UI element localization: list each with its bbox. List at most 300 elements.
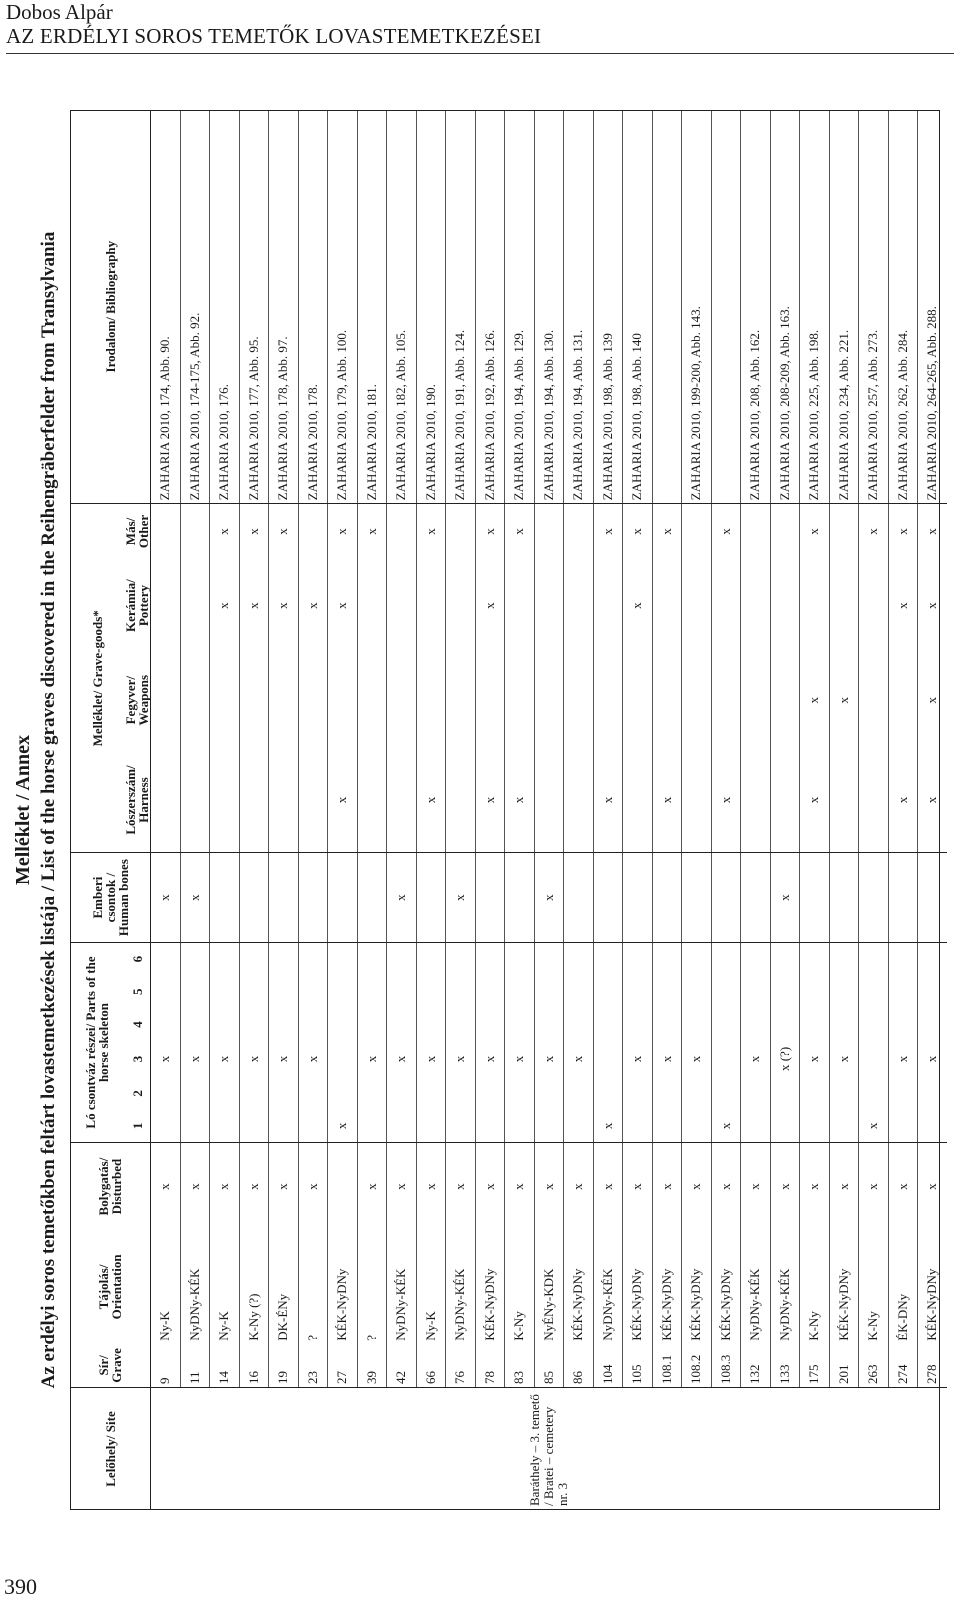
human-bones-cell — [564, 853, 594, 943]
disturbed-cell: x — [711, 1143, 741, 1230]
table-row — [534, 110, 564, 1510]
pottery-cell: x — [328, 559, 358, 653]
grave-cell: 39 — [357, 1344, 387, 1388]
part-5-cell — [180, 975, 210, 1008]
part-2-cell — [623, 1077, 653, 1110]
bibliography-cell: ZAHARIA 2010, 257, Abb. 273. — [859, 110, 889, 504]
harness-cell — [682, 748, 712, 853]
part-2-cell — [652, 1077, 682, 1110]
grave-cell: 201 — [829, 1344, 859, 1388]
bibliography-cell: ZAHARIA 2010, 194, Abb. 129. — [505, 110, 535, 504]
part-6-cell — [859, 942, 889, 975]
disturbed-cell: x — [180, 1143, 210, 1230]
header-orientation: Tájolás/ Orientation — [96, 1254, 124, 1320]
part-2-cell — [505, 1077, 535, 1110]
weapons-cell — [328, 653, 358, 748]
part-1-cell — [505, 1110, 535, 1143]
pottery-cell — [180, 559, 210, 653]
disturbed-cell: x — [269, 1143, 299, 1230]
grave-cell: 9 — [157, 1377, 173, 1385]
harness-cell — [387, 748, 417, 853]
part-2-cell — [446, 1077, 476, 1110]
grave-cell: 23 — [298, 1344, 328, 1388]
part-2-cell — [416, 1077, 446, 1110]
disturbed-cell: x — [770, 1143, 800, 1230]
human-bones-cell — [711, 853, 741, 943]
table-row — [298, 110, 328, 1510]
weapons-cell — [151, 653, 181, 748]
part-6-cell — [387, 942, 417, 975]
disturbed-cell: x — [829, 1143, 859, 1230]
table-row — [741, 110, 771, 1510]
part-3-cell: x (?) — [770, 1041, 800, 1077]
bibliography-cell — [652, 110, 682, 504]
harness-cell — [151, 748, 181, 853]
disturbed-cell — [328, 1143, 358, 1230]
header-disturbed: Bolygatás/ Disturbed — [70, 1143, 151, 1230]
header-grave-goods: Melléklet/ Grave-goods* — [70, 504, 124, 853]
part-6-cell — [652, 942, 682, 975]
other-cell — [770, 504, 800, 559]
bibliography-cell: ZAHARIA 2010, 225, Abb. 198. — [800, 110, 830, 504]
orientation-cell: KÉK-NyDNy — [328, 1230, 358, 1344]
disturbed-cell: x — [387, 1143, 417, 1230]
part-4-cell — [829, 1008, 859, 1041]
disturbed-cell: x — [682, 1143, 712, 1230]
table-row — [239, 110, 269, 1510]
part-5-cell — [859, 975, 889, 1008]
other-cell: x — [888, 504, 918, 559]
annex-subtitle: Az erdélyi soros temetőkben feltárt lovastemetkezések listája / List of the horse graves discovered in the Reihengräberfelder from Transylvania — [38, 231, 59, 1389]
disturbed-cell: x — [210, 1143, 240, 1230]
part-3-cell: x — [180, 1041, 210, 1077]
part-1-cell — [741, 1110, 771, 1143]
table-header — [70, 110, 151, 1510]
part-1-cell — [357, 1110, 387, 1143]
pottery-cell: x — [210, 559, 240, 653]
part-6-cell — [888, 942, 918, 975]
human-bones-cell — [416, 853, 446, 943]
disturbed-cell: x — [505, 1143, 535, 1230]
other-cell — [387, 504, 417, 559]
header-site: Lelőhely/ Site — [70, 1388, 151, 1510]
weapons-cell — [711, 653, 741, 748]
other-cell — [180, 504, 210, 559]
human-bones-cell — [505, 853, 535, 943]
part-6-cell — [505, 942, 535, 975]
pottery-cell — [829, 559, 859, 653]
part-2-cell — [888, 1077, 918, 1110]
header-rule — [6, 53, 954, 54]
part-1-cell — [210, 1110, 240, 1143]
part-4-cell — [534, 1008, 564, 1041]
weapons-cell: x — [800, 653, 830, 748]
other-cell: x — [593, 504, 623, 559]
part-3-cell: x — [652, 1041, 682, 1077]
part-2-cell — [151, 1077, 181, 1110]
part-2-cell — [741, 1077, 771, 1110]
pottery-cell — [859, 559, 889, 653]
part-6-cell — [711, 942, 741, 975]
orientation-cell: Ny-K — [416, 1230, 446, 1344]
human-bones-cell — [888, 853, 918, 943]
human-bones-cell — [239, 853, 269, 943]
part-1-cell — [416, 1110, 446, 1143]
harness-cell: x — [475, 748, 505, 853]
human-bones-cell — [652, 853, 682, 943]
header-part-5: 5 — [129, 988, 145, 995]
part-6-cell — [151, 942, 181, 975]
other-cell: x — [269, 504, 299, 559]
pottery-cell: x — [918, 559, 947, 653]
orientation-cell: NyÉNy-KDK — [534, 1230, 564, 1344]
orientation-cell: KÉK-NyDNy — [682, 1230, 712, 1344]
disturbed-cell: x — [357, 1143, 387, 1230]
part-1-cell — [770, 1110, 800, 1143]
disturbed-cell: x — [800, 1143, 830, 1230]
weapons-cell — [888, 653, 918, 748]
part-1-cell — [534, 1110, 564, 1143]
orientation-cell: DK-ÉNy — [269, 1230, 299, 1344]
horse-graves-table — [70, 110, 947, 1510]
disturbed-cell: x — [239, 1143, 269, 1230]
orientation-cell: NyDNy-KÉK — [593, 1230, 623, 1344]
human-bones-cell — [859, 853, 889, 943]
pottery-cell — [770, 559, 800, 653]
part-1-cell — [269, 1110, 299, 1143]
site-name-cell: Baráthely – 3. temető / Bratei – cemetery nr. 3 — [151, 1388, 947, 1510]
part-3-cell: x — [387, 1041, 417, 1077]
human-bones-cell: x — [770, 853, 800, 943]
bibliography-cell: ZAHARIA 2010, 194, Abb. 130. — [534, 110, 564, 504]
grave-cell: 108.2 — [682, 1344, 712, 1388]
other-cell: x — [918, 504, 947, 559]
human-bones-cell: x — [180, 853, 210, 943]
orientation-cell: K-Ny — [505, 1230, 535, 1344]
part-5-cell — [534, 975, 564, 1008]
header-part-6: 6 — [124, 942, 151, 975]
bibliography-cell: ZAHARIA 2010, 198, Abb. 139 — [593, 110, 623, 504]
table-row — [505, 110, 535, 1510]
harness-cell — [239, 748, 269, 853]
pottery-cell — [151, 559, 181, 653]
part-2-cell — [711, 1077, 741, 1110]
table-row — [446, 110, 476, 1510]
pottery-cell: x — [298, 559, 328, 653]
table-row — [859, 110, 889, 1510]
header-weapons: Fegyver/ Weapons — [123, 674, 151, 726]
pottery-cell — [682, 559, 712, 653]
part-2-cell — [357, 1077, 387, 1110]
bibliography-cell: ZAHARIA 2010, 208, Abb. 162. — [741, 110, 771, 504]
pottery-cell — [446, 559, 476, 653]
bibliography-cell: ZAHARIA 2010, 190. — [416, 110, 446, 504]
weapons-cell — [446, 653, 476, 748]
disturbed-cell: x — [446, 1143, 476, 1230]
part-6-cell — [623, 942, 653, 975]
grave-cell: 108.1 — [652, 1344, 682, 1388]
table-row — [564, 110, 594, 1510]
harness-cell — [210, 748, 240, 853]
part-6-cell — [564, 942, 594, 975]
orientation-cell: NyDNy-KÉK — [180, 1230, 210, 1344]
human-bones-cell — [357, 853, 387, 943]
header-grave: Sír/ Grave — [96, 1348, 124, 1383]
part-2-cell — [328, 1077, 358, 1110]
part-4-cell — [387, 1008, 417, 1041]
weapons-cell — [741, 653, 771, 748]
harness-cell — [859, 748, 889, 853]
part-3-cell: x — [446, 1041, 476, 1077]
part-4-cell — [800, 1008, 830, 1041]
disturbed-cell: x — [416, 1143, 446, 1230]
part-5-cell — [357, 975, 387, 1008]
other-cell — [741, 504, 771, 559]
other-cell: x — [239, 504, 269, 559]
header-horse-parts: Ló csontváz részei/ Parts of the horse skeleton — [70, 942, 124, 1142]
other-cell — [151, 504, 181, 559]
harness-cell: x — [416, 748, 446, 853]
header-part-1: 1 — [129, 1122, 145, 1130]
part-4-cell — [180, 1008, 210, 1041]
orientation-cell: ? — [357, 1230, 387, 1344]
weapons-cell — [593, 653, 623, 748]
grave-cell: 42 — [387, 1344, 417, 1388]
part-3-cell: x — [210, 1041, 240, 1077]
part-4-cell — [711, 1008, 741, 1041]
part-5-cell — [800, 975, 830, 1008]
weapons-cell — [564, 653, 594, 748]
pottery-cell — [416, 559, 446, 653]
part-5-cell — [711, 975, 741, 1008]
bibliography-cell: ZAHARIA 2010, 198, Abb. 140 — [623, 110, 653, 504]
part-1-cell: x — [328, 1110, 358, 1143]
part-4-cell — [623, 1008, 653, 1041]
harness-cell — [564, 748, 594, 853]
part-5-cell — [770, 975, 800, 1008]
grave-cell: 132 — [741, 1344, 771, 1388]
part-4-cell — [888, 1008, 918, 1041]
part-5-cell — [387, 975, 417, 1008]
human-bones-cell — [682, 853, 712, 943]
part-4-cell — [564, 1008, 594, 1041]
grave-cell: 104 — [593, 1344, 623, 1388]
weapons-cell — [682, 653, 712, 748]
part-5-cell — [328, 975, 358, 1008]
part-4-cell — [328, 1008, 358, 1041]
weapons-cell — [770, 653, 800, 748]
part-6-cell — [534, 942, 564, 975]
annex-title: Melléklet / Annex — [12, 735, 34, 885]
harness-cell — [269, 748, 299, 853]
harness-cell: x — [593, 748, 623, 853]
weapons-cell — [210, 653, 240, 748]
part-3-cell: x — [741, 1041, 771, 1077]
part-6-cell — [918, 942, 947, 975]
bibliography-cell: ZAHARIA 2010, 208-209, Abb. 163. — [770, 110, 800, 504]
part-3-cell — [328, 1041, 358, 1077]
harness-cell — [534, 748, 564, 853]
grave-cell: 86 — [564, 1344, 594, 1388]
table-row — [770, 110, 800, 1510]
table-row — [387, 110, 417, 1510]
part-3-cell: x — [800, 1041, 830, 1077]
orientation-cell: KÉK-NyDNy — [918, 1230, 947, 1344]
part-5-cell — [269, 975, 299, 1008]
bibliography-cell: ZAHARIA 2010, 199-200, Abb. 143. — [682, 110, 712, 504]
part-2-cell — [800, 1077, 830, 1110]
pottery-cell — [652, 559, 682, 653]
part-2-cell — [534, 1077, 564, 1110]
harness-cell — [180, 748, 210, 853]
other-cell — [446, 504, 476, 559]
part-6-cell — [269, 942, 299, 975]
table-row — [210, 110, 240, 1510]
harness-cell — [829, 748, 859, 853]
grave-cell: 108.3 — [711, 1344, 741, 1388]
disturbed-cell: x — [298, 1143, 328, 1230]
grave-cell: 105 — [623, 1344, 653, 1388]
series-title: AZ ERDÉLYI SOROS TEMETŐK LOVASTEMETKEZÉSEI — [6, 24, 542, 48]
table-row — [800, 110, 830, 1510]
part-6-cell — [446, 942, 476, 975]
bibliography-cell — [711, 110, 741, 504]
disturbed-cell: x — [593, 1143, 623, 1230]
pottery-cell — [564, 559, 594, 653]
other-cell: x — [475, 504, 505, 559]
part-1-cell — [475, 1110, 505, 1143]
other-cell: x — [652, 504, 682, 559]
header-harness: Lószerszám/ Harness — [123, 765, 151, 835]
grave-cell: 83 — [505, 1344, 535, 1388]
part-3-cell: x — [239, 1041, 269, 1077]
table-row — [888, 110, 918, 1510]
part-5-cell — [239, 975, 269, 1008]
part-1-cell — [918, 1110, 947, 1143]
human-bones-cell — [918, 853, 947, 943]
other-cell: x — [210, 504, 240, 559]
part-4-cell — [269, 1008, 299, 1041]
grave-cell: 78 — [475, 1344, 505, 1388]
part-5-cell — [593, 975, 623, 1008]
part-6-cell — [239, 942, 269, 975]
bibliography-cell: ZAHARIA 2010, 178, Abb. 97. — [269, 110, 299, 504]
other-cell — [682, 504, 712, 559]
part-5-cell — [564, 975, 594, 1008]
disturbed-cell: x — [623, 1143, 653, 1230]
orientation-cell: K-Ny — [800, 1230, 830, 1344]
part-4-cell — [298, 1008, 328, 1041]
header-pottery: Kerámia/ Pottery — [123, 579, 151, 632]
part-6-cell — [682, 942, 712, 975]
bibliography-cell: ZAHARIA 2010, 234, Abb. 221. — [829, 110, 859, 504]
orientation-cell: NyDNy-KÉK — [387, 1230, 417, 1344]
orientation-cell: KÉK-NyDNy — [564, 1230, 594, 1344]
part-4-cell — [859, 1008, 889, 1041]
part-5-cell — [416, 975, 446, 1008]
part-6-cell — [800, 942, 830, 975]
header-part-4: 4 — [129, 1021, 145, 1028]
part-4-cell — [475, 1008, 505, 1041]
part-1-cell — [623, 1110, 653, 1143]
grave-cell: 133 — [770, 1344, 800, 1388]
harness-cell — [298, 748, 328, 853]
table-body — [151, 110, 947, 1510]
part-3-cell: x — [416, 1041, 446, 1077]
header-human-bones: Emberi csontok / Human bones — [70, 853, 151, 943]
part-6-cell — [416, 942, 446, 975]
part-3-cell: x — [564, 1041, 594, 1077]
orientation-cell: ? — [298, 1230, 328, 1344]
pottery-cell: x — [269, 559, 299, 653]
part-4-cell — [918, 1008, 947, 1041]
part-5-cell — [210, 975, 240, 1008]
header-bibliography: Irodalom/ Bibliography — [102, 240, 118, 373]
part-3-cell — [593, 1041, 623, 1077]
orientation-cell: K-Ny (?) — [239, 1230, 269, 1344]
weapons-cell — [416, 653, 446, 748]
part-1-cell — [800, 1110, 830, 1143]
part-6-cell — [475, 942, 505, 975]
part-3-cell: x — [682, 1041, 712, 1077]
part-6-cell — [593, 942, 623, 975]
part-1-cell — [151, 1110, 181, 1143]
orientation-cell: ÉK-DNy — [888, 1230, 918, 1344]
table-row — [269, 110, 299, 1510]
weapons-cell — [652, 653, 682, 748]
part-1-cell — [180, 1110, 210, 1143]
harness-cell: x — [888, 748, 918, 853]
part-5-cell — [475, 975, 505, 1008]
table-row — [593, 110, 623, 1510]
part-3-cell — [859, 1041, 889, 1077]
part-2-cell — [298, 1077, 328, 1110]
harness-cell: x — [918, 748, 947, 853]
pottery-cell — [534, 559, 564, 653]
part-1-cell — [239, 1110, 269, 1143]
orientation-cell: Ny-K — [210, 1230, 240, 1344]
part-3-cell: x — [475, 1041, 505, 1077]
orientation-cell: NyDNy-KÉK — [741, 1230, 771, 1344]
part-2-cell — [859, 1077, 889, 1110]
orientation-cell: K-Ny — [859, 1230, 889, 1344]
grave-cell: 274 — [888, 1344, 918, 1388]
part-3-cell: x — [534, 1041, 564, 1077]
human-bones-cell: x — [534, 853, 564, 943]
harness-cell: x — [505, 748, 535, 853]
weapons-cell — [505, 653, 535, 748]
other-cell: x — [416, 504, 446, 559]
harness-cell: x — [328, 748, 358, 853]
part-6-cell — [180, 942, 210, 975]
part-2-cell — [269, 1077, 299, 1110]
orientation-cell: KÉK-NyDNy — [829, 1230, 859, 1344]
weapons-cell — [387, 653, 417, 748]
bibliography-cell: ZAHARIA 2010, 174-175, Abb. 92. — [180, 110, 210, 504]
table-row — [475, 110, 505, 1510]
pottery-cell — [711, 559, 741, 653]
bibliography-cell: ZAHARIA 2010, 194, Abb. 131. — [564, 110, 594, 504]
weapons-cell — [180, 653, 210, 748]
harness-cell — [623, 748, 653, 853]
part-1-cell — [298, 1110, 328, 1143]
table-row — [829, 110, 859, 1510]
table-row — [652, 110, 682, 1510]
orientation-cell: KÉK-NyDNy — [623, 1230, 653, 1344]
rotated-annex-page — [0, 100, 950, 1520]
pottery-cell — [505, 559, 535, 653]
part-1-cell — [564, 1110, 594, 1143]
